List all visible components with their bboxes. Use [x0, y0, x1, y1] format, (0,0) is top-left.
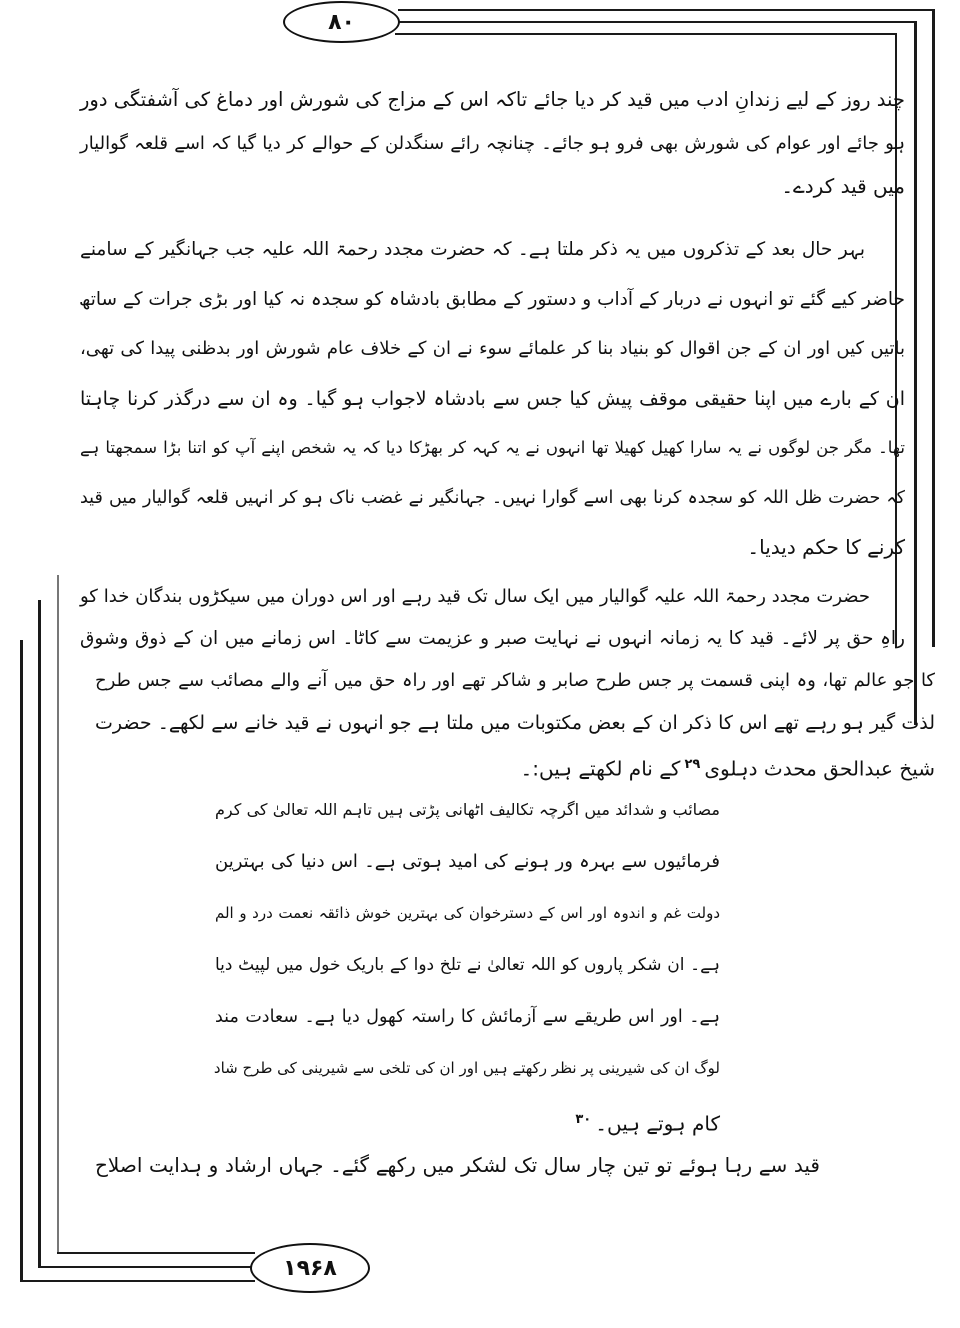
- frame-line: [932, 9, 935, 647]
- quote-line: مصائب و شدائد میں اگرچہ تکالیف اٹھانی پڑتی ہیں تاہم اللہ تعالیٰ کی کرم: [215, 800, 720, 819]
- header-page-number: ۸۰: [283, 1, 400, 43]
- text-segment: شیخ عبدالحق محدث دہلوی: [704, 756, 935, 781]
- frame-line: [914, 21, 917, 725]
- frame-line: [395, 33, 897, 35]
- text-line: کرنے کا حکم دیدیا۔: [747, 535, 905, 559]
- quote-line: ہے۔ ان شکر پاروں کو اللہ تعالیٰ نے تلخ دوا کے باریک خول میں لپیٹ دیا: [215, 955, 720, 975]
- footer-page-number: ۱۹۶۸: [250, 1243, 370, 1293]
- text-line: حاضر کیے گئے تو انہوں نے دربار کے آداب و دستور کے مطابق بادشاہ کو سجدہ نہ کیا اور بڑی جرات کے ساتھ: [79, 289, 905, 310]
- text-line: کہ حضرت ظل اللہ کو سجدہ کرنا بھی اسے گوارا نہیں۔ جہانگیر نے غضب ناک ہو کر انہیں قلعہ گوالیار میں قید: [80, 488, 905, 508]
- quote-line: [215, 1106, 720, 1134]
- text-line: باتیں کیں اور ان کے جن اقوال کو بنیاد بنا کر علمائے سوء نے ان کے خلاف عام شورش اور بدظنی پیدا کی تھی،: [80, 338, 905, 359]
- text-line: میں قید کردے۔: [781, 174, 905, 198]
- frame-line: [398, 21, 916, 23]
- text-line: کا جو عالم تھا، وہ اپنی قسمت پر جس طرح صابر و شاکر تھے اور راہ حق میں آنے والے مصائب سے جس طرح: [95, 670, 935, 691]
- text-segment: کام ہوتے ہیں۔: [595, 1111, 720, 1136]
- frame-line: [57, 1252, 255, 1254]
- text-line: قید سے رہا ہوئے تو تین چار سال تک لشکر میں رکھے گئے۔ جہاں ارشاد و ہدایت اصلاح: [95, 1153, 820, 1177]
- frame-line: [398, 9, 934, 11]
- quote-line: دولت غم و اندوہ اور اس کے دسترخوان کی بہترین خوش ذائقہ نعمت درد و الم: [215, 904, 720, 922]
- quote-line: ہے۔ اور اس طریقے سے آزمائش کا راستہ کھول دیا ہے۔ سعادت مند: [215, 1007, 720, 1027]
- quote-line: فرمائیوں سے بہرہ ور ہونے کی امید ہوتی ہے۔ اس دنیا کی بہترین: [215, 851, 720, 872]
- footnote-marker: ۲۹: [684, 757, 701, 772]
- text-line: لذت گیر ہو رہے تھے اس کا ذکر ان کے بعض مکتوبات میں ملتا ہے جو انہوں نے قید خانے سے لکھے۔ حضرت: [95, 712, 935, 734]
- frame-line: [20, 1280, 255, 1282]
- frame-line: [57, 575, 59, 1254]
- text-line: ان کے بارے میں اپنا حقیقی موقف پیش کیا جس سے بادشاہ لاجواب ہو گیا۔ وہ ان سے درگذر کرنا چاہتا: [80, 388, 905, 410]
- text-line: حضرت مجدد رحمۃ اللہ علیہ گوالیار میں ایک سال تک قید رہے اور اس دوران میں سیکڑوں بندگان خدا کو: [80, 586, 870, 607]
- text-line: چند روز کے لیے زندانِ ادب میں قید کر دیا جائے تاکہ اس کے مزاج کی شورش اور دماغ کی آشفتگی دور: [80, 88, 905, 111]
- quote-line: لوگ ان کی شیرینی پر نظر رکھتے ہیں اور ان کی تلخی سے شیرینی کی طرح شاد: [213, 1059, 720, 1077]
- text-line: [95, 751, 935, 779]
- frame-line: [38, 600, 41, 1268]
- frame-line: [20, 640, 23, 1282]
- text-line: تھا۔ مگر جن لوگوں نے یہ سارا کھیل کھیلا تھا انہوں نے یہ کہہ کر بھڑکا دیا کہ یہ شخص اپنے آپ کو اتنا بڑا سمجھتا ہے: [80, 438, 905, 457]
- frame-line: [38, 1266, 253, 1268]
- text-segment: کے نام لکھتے ہیں:۔: [520, 756, 681, 781]
- text-line: بہر حال بعد کے تذکروں میں یہ ذکر ملتا ہے۔ کہ حضرت مجدد رحمۃ اللہ علیہ جب جہانگیر کے سامنے: [80, 239, 865, 260]
- text-line: راہِ حق پر لائے۔ قید کا یہ زمانہ انہوں نے نہایت صبر و عزیمت سے کاٹا۔ اس زمانے میں ان کے ذوق وشوق: [80, 628, 905, 649]
- footnote-marker: ۳۰: [575, 1112, 592, 1127]
- text-line: ہو جائے اور عوام کی شورش بھی فرو ہو جائے۔ چنانچہ رائے سنگدلن کے حوالے کر دیا گیا کہ اسے قلعہ گوالیار: [80, 133, 905, 154]
